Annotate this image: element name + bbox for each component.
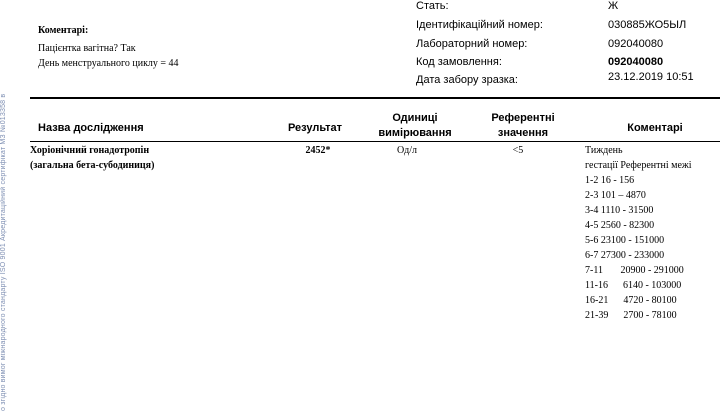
comment-line: 11-16 6140 - 103000 <box>585 280 682 291</box>
comment-cycle-day: День менструального циклу = 44 <box>38 58 179 69</box>
comment-line: 2-3 101 – 4870 <box>585 190 646 201</box>
comment-line: 4-5 2560 - 82300 <box>585 220 655 231</box>
comment-line: 3-4 1110 - 31500 <box>585 205 654 216</box>
header-reference: Референтні значення <box>491 112 555 139</box>
lab-number-value: 092040080 <box>608 38 664 50</box>
comment-line: Тиждень <box>585 145 623 156</box>
test-name-line2: (загальна бета-субодиниця) <box>30 160 155 171</box>
comments-title: Коментарі: <box>38 25 89 36</box>
test-name-line1: Хоріонічний гонадотропін <box>30 145 150 156</box>
header-comments: Коментарі <box>627 122 683 134</box>
order-code-value: 092040080 <box>608 56 664 68</box>
table-top-rule <box>30 97 720 99</box>
sex-value: Ж <box>608 0 619 12</box>
lab-number-label: Лабораторний номер: <box>416 38 528 50</box>
comment-line: 1-2 16 - 156 <box>585 175 635 186</box>
header-result: Результат <box>287 122 343 134</box>
sex-label: Стать: <box>416 0 449 12</box>
comment-pregnant: Пацієнтка вагітна? Так <box>38 43 136 54</box>
comment-line: 7-11 20900 - 291000 <box>585 265 684 276</box>
id-number-label: Ідентифікаційний номер: <box>416 19 543 31</box>
sample-date-label: Дата забору зразка: <box>416 74 518 86</box>
header-test-name: Назва дослідження <box>38 122 144 134</box>
comment-line: 5-6 23100 - 151000 <box>585 235 665 246</box>
accreditation-side-note: о згідно вимог міжнародного стандарту ISO 9001 Акредитаційний сертифікат МЗ №013358 в <box>0 93 7 411</box>
comment-line: гестації Референтні межі <box>585 160 692 171</box>
id-number-value: 030885ЖО5ЫЛ <box>608 19 687 31</box>
comment-line: 6-7 27300 - 233000 <box>585 250 665 261</box>
comment-line: 21-39 2700 - 78100 <box>585 310 677 321</box>
result-value: 2452* <box>305 145 331 156</box>
sample-date-value: 23.12.2019 10:51 <box>608 71 694 83</box>
reference-value: <5 <box>512 145 524 156</box>
order-code-label: Код замовлення: <box>416 56 502 68</box>
header-units: Одиниці вимірювання <box>378 112 452 139</box>
units-value: Од/л <box>397 145 417 156</box>
table-header-rule <box>30 141 720 142</box>
comment-line: 16-21 4720 - 80100 <box>585 295 677 306</box>
